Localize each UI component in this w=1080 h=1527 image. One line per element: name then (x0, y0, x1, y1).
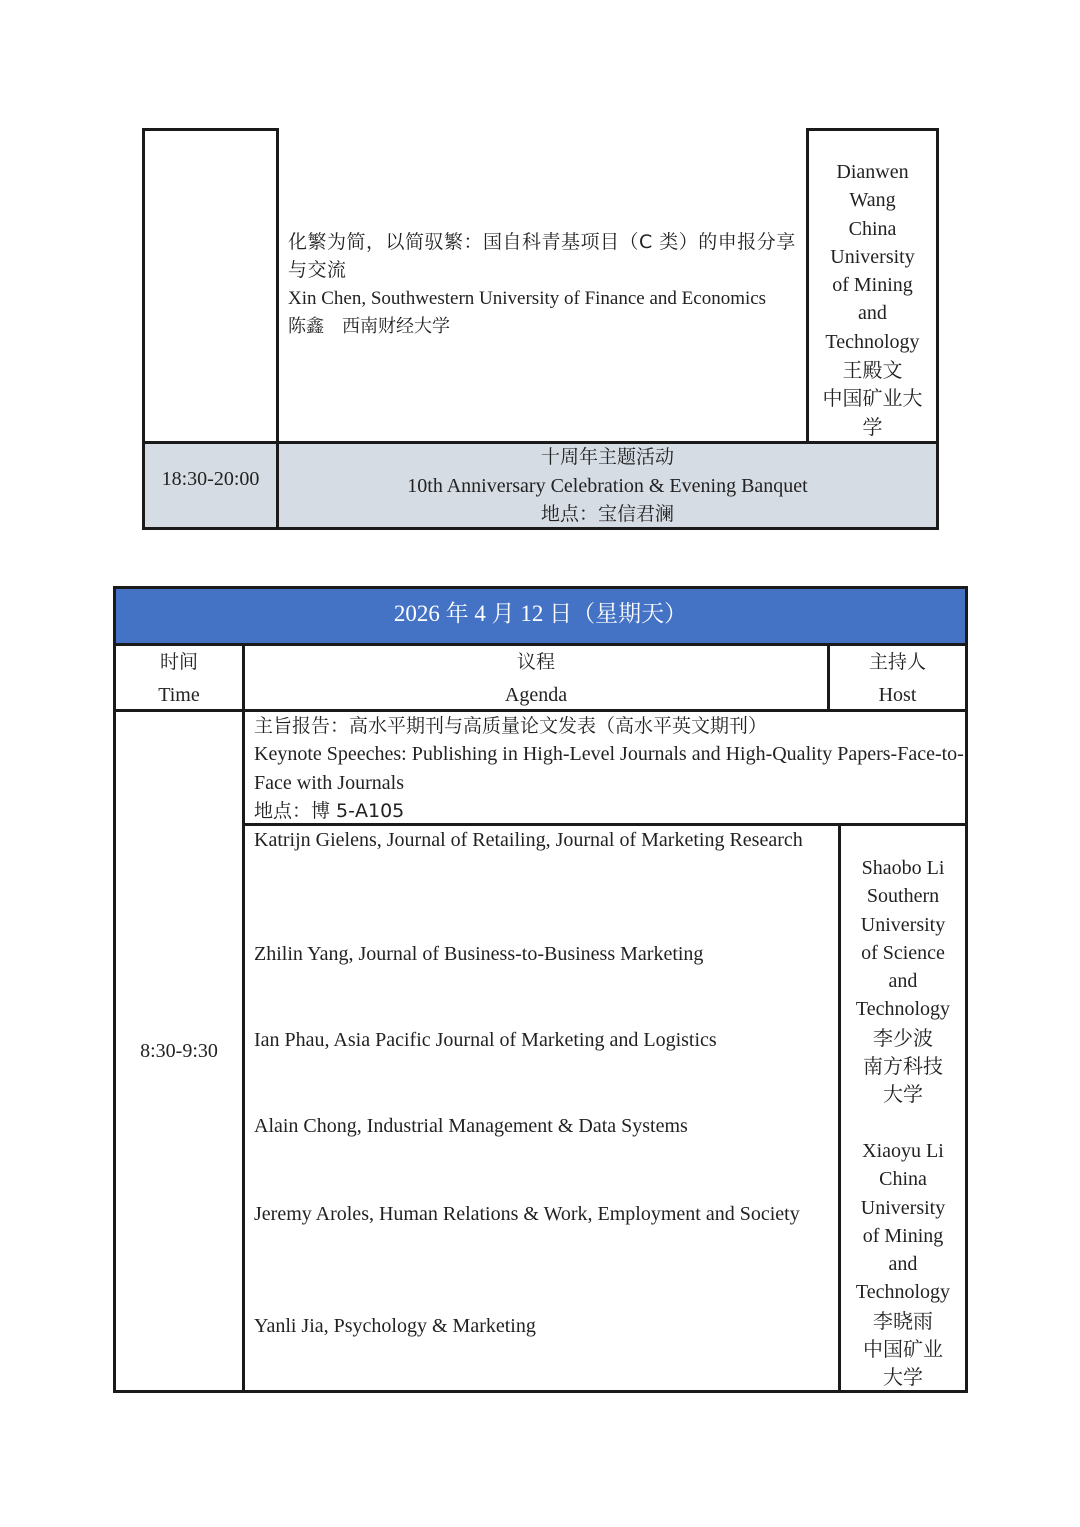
host-line: China (848, 217, 897, 240)
column-header-time (116, 646, 242, 712)
banquet-cell (279, 442, 936, 528)
speaker-item: Katrijn Gielens, Journal of Retailing, Journal of Marketing Research (254, 829, 803, 851)
column-header-time-en: Time (158, 684, 200, 706)
host-line: 南方科技 (863, 1054, 943, 1079)
host-line: and (858, 302, 887, 325)
host-line: 大学 (883, 1365, 923, 1390)
host-line: 中国矿业大 (822, 386, 923, 411)
session-title-en: Keynote Speeches: Publishing in High-Level Journals and High-Quality Papers-Face-to-Face with Journals (254, 743, 964, 794)
schedule-table-2 (113, 586, 968, 1393)
host-line: 李晓雨 (873, 1308, 933, 1333)
host-line: 大学 (883, 1082, 923, 1107)
schedule-table-1 (142, 128, 939, 530)
speaker-item: Alain Chong, Industrial Management & Data Systems (254, 1115, 688, 1137)
host-line: Southern (866, 885, 940, 908)
agenda-speaker-en: Xin Chen, Southwestern University of Finance and Economics (288, 288, 767, 309)
host-line: 王殿文 (842, 358, 903, 383)
session-title-block (254, 712, 964, 825)
column-header-agenda (245, 646, 827, 712)
host-line: University (860, 1196, 946, 1219)
session-title-cn: 主旨报告：高水平期刊与高质量论文发表（高水平英文期刊） (254, 715, 768, 737)
host-line: 李少波 (873, 1025, 933, 1050)
agenda-speaker-cn: 陈鑫 西南财经大学 (288, 316, 450, 337)
session-location: 地点：博 5-A105 (254, 800, 405, 822)
host-line: 学 (862, 414, 883, 439)
speaker-item: Yanli Jia, Psychology & Marketing (254, 1315, 536, 1337)
speaker-item: Zhilin Yang, Journal of Business-to-Business Marketing (254, 943, 704, 965)
host-line: Xiaoyu Li (862, 1140, 944, 1162)
host-block-2 (841, 1137, 965, 1392)
column-header-host-en: Host (878, 684, 917, 706)
agenda-title: 化繁为简，以简驭繁：国自科青基项目（C 类）的申报分享与交流 (288, 231, 796, 281)
host-line: 中国矿业 (863, 1337, 943, 1362)
host-line: Technology (855, 998, 951, 1021)
column-header-host (830, 646, 965, 712)
host-line: Technology (855, 1281, 951, 1304)
host-line: of Mining (832, 274, 913, 297)
column-header-host-cn: 主持人 (868, 651, 926, 673)
host-line: Wang (849, 189, 896, 212)
column-header-agenda-en: Agenda (504, 684, 568, 706)
banquet-title-en: 10th Anniversary Celebration & Evening Banquet (407, 475, 808, 497)
speaker-item: Ian Phau, Asia Pacific Journal of Marketing and Logistics (254, 1029, 717, 1051)
host-block-1 (841, 854, 965, 1109)
host-line: China (879, 1168, 927, 1191)
host-line: Dianwen (836, 161, 909, 183)
column-header-time-cn: 时间 (159, 651, 198, 673)
date-header: 2026 年 4 月 12 日（星期天） (393, 601, 688, 626)
host-cell (809, 158, 936, 441)
banquet-time: 18:30-20:00 (161, 468, 260, 490)
host-line: University (860, 913, 946, 936)
host-line: of Mining (862, 1224, 944, 1247)
host-line: and (888, 970, 918, 993)
session-time: 8:30-9:30 (140, 1040, 218, 1062)
banquet-location: 地点：宝信君澜 (540, 503, 674, 525)
agenda-cell (288, 228, 798, 340)
banquet-title-cn: 十周年主题活动 (540, 446, 674, 468)
host-line: of Science (861, 941, 945, 964)
host-line: Technology (825, 330, 920, 353)
host-line: University (830, 245, 915, 268)
host-line: and (888, 1253, 918, 1276)
column-header-agenda-cn: 议程 (516, 651, 555, 673)
host-line: Shaobo Li (861, 857, 945, 879)
speaker-item: Jeremy Aroles, Human Relations & Work, Employment and Society (254, 1203, 800, 1225)
